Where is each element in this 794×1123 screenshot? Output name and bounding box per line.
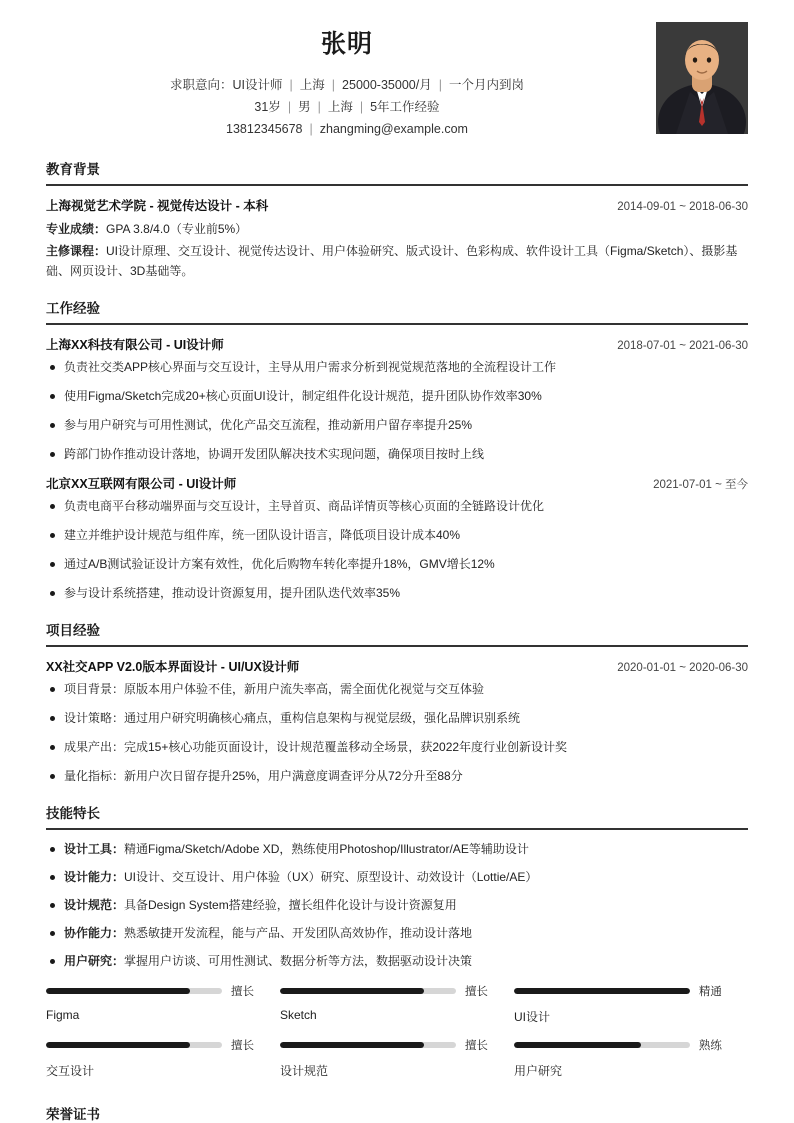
- meta-location: 上海: [327, 100, 353, 114]
- skill-bar-level: 擅长: [230, 1040, 254, 1052]
- skill-bar-top: [514, 983, 722, 999]
- skill-desc: UI设计、交互设计、用户体验（UX）研究、原型设计、动效设计（Lottie/AE）: [124, 870, 538, 884]
- work-entry: [46, 474, 748, 603]
- section-title-work: 工作经验: [46, 301, 100, 316]
- work-date: 2021-07-01 ~ 至今: [653, 479, 748, 491]
- skill-bar-figma: [46, 983, 280, 1035]
- skill-bars: [46, 983, 748, 1089]
- skill-label: 协作能力：: [64, 926, 125, 940]
- list-item: 负责社交类APP核心界面与交互设计，主导从用户需求分析到视觉规范落地的全流程设计工作: [46, 358, 748, 377]
- skill-bar-track: [46, 1042, 222, 1048]
- skill-bar-level: 擅长: [464, 1040, 488, 1052]
- skill-bar-track: [514, 1042, 690, 1048]
- skill-bar-row: [46, 983, 748, 1035]
- skill-bar-level: 擅长: [464, 986, 488, 998]
- meta-gender: 男: [298, 100, 311, 114]
- list-item: 跨部门协作推动设计落地，协调开发团队解决技术实现问题，确保项目按时上线: [46, 445, 748, 464]
- skill-bar-design-spec: [280, 1037, 514, 1089]
- section-divider: [46, 645, 748, 647]
- meta-salary: 25000-35000/月: [342, 78, 432, 92]
- list-item: [46, 868, 748, 887]
- meta-row-2: [46, 96, 748, 118]
- skill-bar-label: Figma: [46, 1008, 80, 1022]
- meta-separator: |: [438, 78, 442, 92]
- work-bullets: [46, 497, 748, 603]
- section-project: [46, 619, 748, 786]
- avatar: [656, 22, 748, 134]
- section-work: [46, 297, 748, 603]
- section-honors: [46, 1103, 748, 1123]
- skill-bar-level: 熟练: [698, 1040, 722, 1052]
- section-education: [46, 158, 748, 281]
- skill-bar-fill: [280, 988, 424, 994]
- skill-label: 用户研究：: [64, 954, 125, 968]
- education-school: 上海视觉艺术学院 - 视觉传达设计 - 本科: [46, 199, 269, 213]
- skill-bar-fill: [514, 988, 690, 994]
- work-company: 北京XX互联网有限公司 - UI设计师: [46, 477, 237, 491]
- skill-bar-user-research: [514, 1037, 748, 1089]
- skill-bar-top: [46, 983, 254, 999]
- resume-header: [46, 0, 748, 142]
- section-title-honors: 荣誉证书: [46, 1107, 100, 1122]
- skill-label: 设计能力：: [64, 870, 125, 884]
- section-divider: [46, 323, 748, 325]
- skill-bar-row: [46, 1037, 748, 1089]
- section-title-skills: 技能特长: [46, 806, 100, 821]
- list-item: 量化指标：新用户次日留存提升25%，用户满意度调查评分从72分升至88分: [46, 767, 748, 786]
- skill-desc: 具备Design System搭建经验，擅长组件化设计与设计资源复用: [124, 898, 457, 912]
- skill-bar-label: 设计规范: [279, 1064, 328, 1078]
- section-title-project: 项目经验: [46, 623, 100, 638]
- skill-bar-top: [280, 983, 488, 999]
- skill-desc: 掌握用户访谈、可用性测试、数据分析等方法，数据驱动设计决策: [124, 954, 473, 968]
- skill-bar-track: [280, 988, 456, 994]
- skill-label: 设计规范：: [64, 898, 125, 912]
- skill-bar-label: 用户研究: [513, 1064, 562, 1078]
- work-bullets: [46, 358, 748, 464]
- skill-bar-label: 交互设计: [46, 1064, 95, 1078]
- skill-desc: 熟悉敏捷开发流程，能与产品、开发团队高效协作，推动设计落地: [124, 926, 473, 940]
- skill-bar-level: 精通: [698, 986, 722, 998]
- meta-row-3: [46, 118, 748, 140]
- list-item: [46, 952, 748, 971]
- skill-bar-top: [280, 1037, 488, 1053]
- education-entry-head: [46, 196, 748, 214]
- skill-bar-fill: [514, 1042, 641, 1048]
- project-title: XX社交APP V2.0版本界面设计 - UI/UX设计师: [46, 660, 300, 674]
- skill-bar-fill: [46, 988, 190, 994]
- meta-row-1: [46, 74, 748, 96]
- list-item: 通过A/B测试验证设计方案有效性，优化后购物车转化率提升18%，GMV增长12%: [46, 555, 748, 574]
- skill-bar-top: [46, 1037, 254, 1053]
- list-item: 成果产出：完成15+核心功能页面设计，设计规范覆盖移动全场景，获2022年度行业创新设计奖: [46, 738, 748, 757]
- section-skills: [46, 802, 748, 1089]
- project-entry-head: [46, 657, 748, 675]
- skill-bar-fill: [46, 1042, 190, 1048]
- education-entry: [46, 196, 748, 281]
- list-item: [46, 924, 748, 943]
- skill-bar-track: [514, 988, 690, 994]
- education-courses-label: 主修课程：: [46, 244, 107, 258]
- skill-bar-interaction: [46, 1037, 280, 1089]
- skill-bar-fill: [280, 1042, 424, 1048]
- meta-separator: |: [309, 122, 313, 136]
- education-gpa-row: [46, 219, 748, 239]
- skill-bar-track: [280, 1042, 456, 1048]
- page-title: 张明: [320, 30, 373, 58]
- skill-bar-ui-design: [514, 983, 748, 1035]
- list-item: 建立并维护设计规范与组件库，统一团队设计语言，降低项目设计成本40%: [46, 526, 748, 545]
- list-item: [46, 896, 748, 915]
- meta-separator: |: [287, 100, 292, 114]
- list-item: 参与设计系统搭建，推动设计资源复用，提升团队迭代效率35%: [46, 584, 748, 603]
- education-courses-row: [46, 241, 748, 281]
- project-date: 2020-01-01 ~ 2020-06-30: [617, 662, 748, 674]
- meta-city: 上海: [299, 78, 325, 92]
- list-item: 使用Figma/Sketch完成20+核心页面UI设计，制定组件化设计规范，提升团队协作效率30%: [46, 387, 748, 406]
- work-date: 2018-07-01 ~ 2021-06-30: [617, 340, 748, 352]
- meta-job-intent: 求职意向：UI设计师: [170, 78, 283, 92]
- skill-bar-label: UI设计: [513, 1010, 550, 1024]
- meta-separator: |: [331, 78, 336, 92]
- education-date: 2014-09-01 ~ 2018-06-30: [617, 201, 748, 213]
- meta-separator: |: [359, 100, 364, 114]
- skill-bar-sketch: [280, 983, 514, 1035]
- education-courses-value: UI设计原理、交互设计、视觉传达设计、用户体验研究、版式设计、色彩构成、软件设计工具（Figma/Sketch）、摄影基础、网页设计、3D基础等。: [46, 244, 738, 278]
- section-divider: [46, 184, 748, 186]
- project-entry: [46, 657, 748, 786]
- meta-phone: 13812345678: [226, 122, 303, 136]
- skill-label: 设计工具：: [64, 842, 125, 856]
- section-title-education: 教育背景: [46, 162, 100, 177]
- education-gpa-value: GPA 3.8/4.0（专业前5%）: [106, 222, 248, 236]
- work-entry-head: [46, 474, 748, 492]
- skill-desc: 精通Figma/Sketch/Adobe XD，熟练使用Photoshop/Illustrator/AE等辅助设计: [124, 842, 529, 856]
- list-item: [46, 840, 748, 859]
- meta-separator: |: [289, 78, 293, 92]
- list-item: 设计策略：通过用户研究明确核心痛点，重构信息架构与视觉层级，强化品牌识别系统: [46, 709, 748, 728]
- skill-bar-track: [46, 988, 222, 994]
- meta-availability: 一个月内到岗: [448, 78, 524, 92]
- work-entry: [46, 335, 748, 464]
- work-company: 上海XX科技有限公司 - UI设计师: [46, 338, 224, 352]
- list-item: 项目背景：原版本用户体验不佳，新用户流失率高，需全面优化视觉与交互体验: [46, 680, 748, 699]
- meta-separator: |: [317, 100, 321, 114]
- list-item: 参与用户研究与可用性测试，优化产品交互流程，推动新用户留存率提升25%: [46, 416, 748, 435]
- education-gpa-label: 专业成绩：: [46, 222, 107, 236]
- meta-age: 31岁: [254, 100, 281, 114]
- meta-email: zhangming@example.com: [319, 122, 468, 136]
- skill-items: [46, 840, 748, 971]
- skill-bar-level: 擅长: [230, 986, 254, 998]
- skill-bar-top: [514, 1037, 722, 1053]
- section-divider: [46, 828, 748, 830]
- list-item: 负责电商平台移动端界面与交互设计，主导首页、商品详情页等核心页面的全链路设计优化: [46, 497, 748, 516]
- project-bullets: [46, 680, 748, 786]
- skill-bar-label: Sketch: [279, 1008, 317, 1022]
- meta-experience: 5年工作经验: [370, 100, 440, 114]
- work-entry-head: [46, 335, 748, 353]
